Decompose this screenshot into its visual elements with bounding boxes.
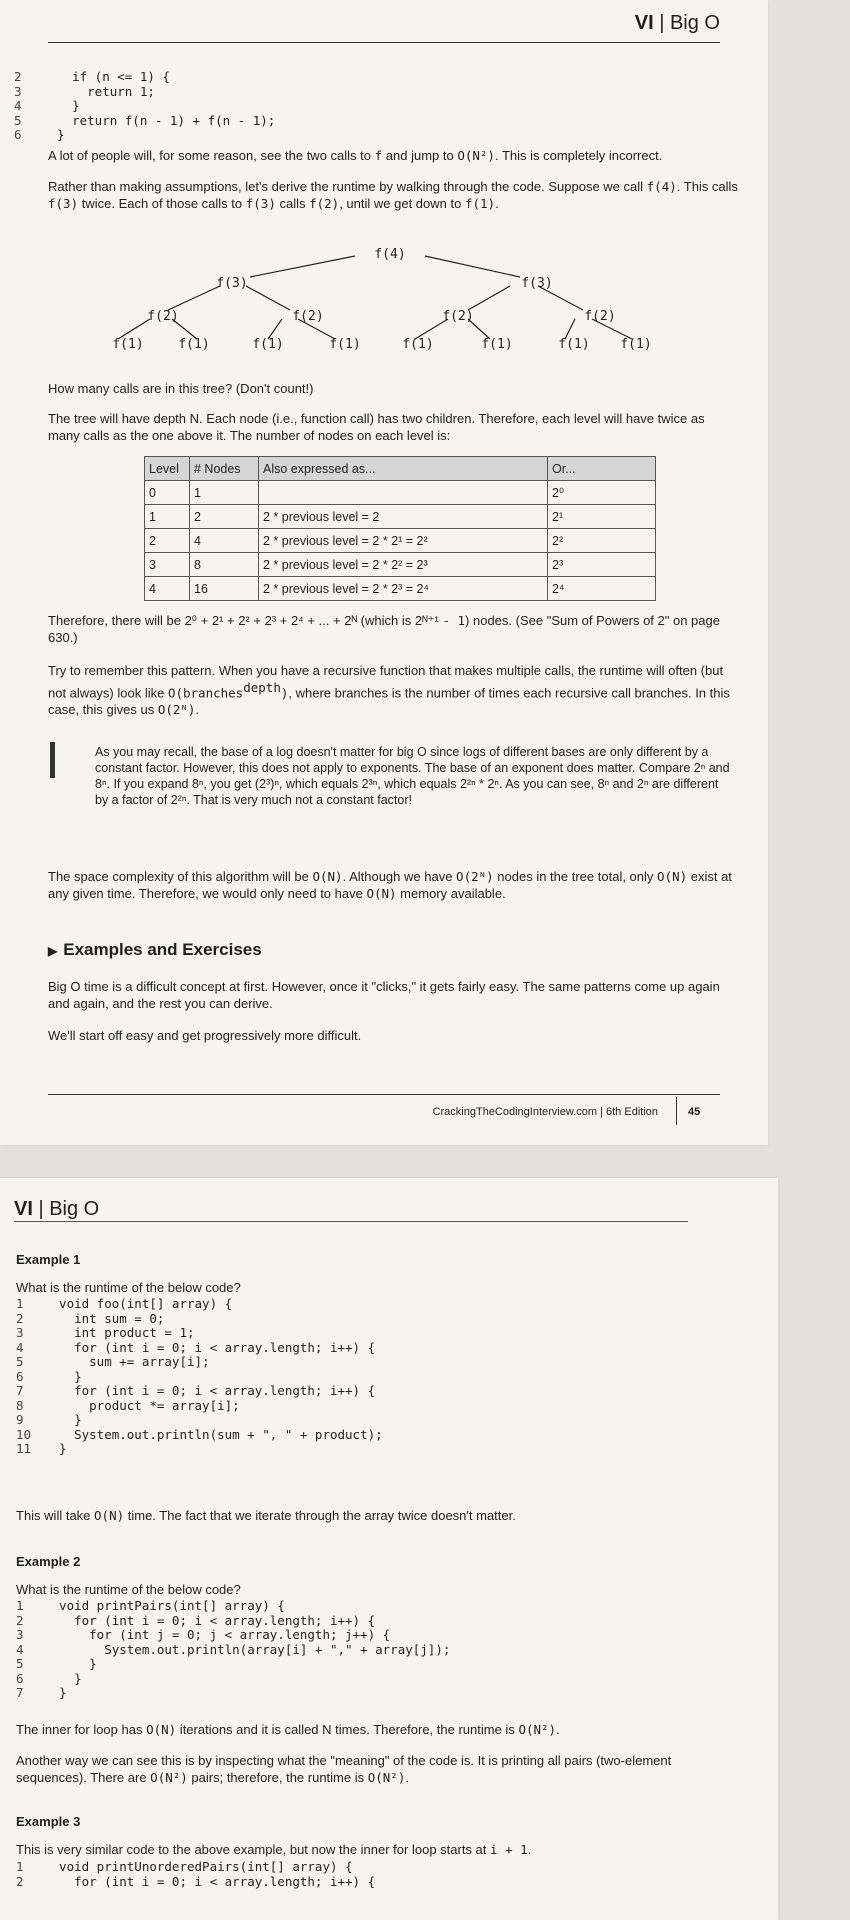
paragraph-start-easy: We'll start off easy and get progressively more difficult. bbox=[48, 1028, 362, 1043]
code-text: for (int i = 0; i < array.length; i++) { bbox=[44, 1873, 376, 1889]
code-text: return 1; bbox=[42, 83, 155, 99]
tree-leaf: f(1) bbox=[252, 337, 284, 352]
code-line bbox=[16, 1312, 383, 1327]
line-number: 1 bbox=[16, 1296, 24, 1311]
text-run: ) nodes. (See "Sum of Powers of 2" on page 630.) bbox=[48, 613, 720, 645]
inline-code: f(4) bbox=[646, 179, 677, 194]
inline-code: O(N) bbox=[312, 869, 343, 884]
inline-code: O(N²) bbox=[518, 1722, 557, 1737]
code-line bbox=[16, 1428, 383, 1443]
code-line bbox=[16, 1297, 383, 1312]
code-line bbox=[16, 1599, 450, 1614]
cell-power: 2⁰ bbox=[548, 481, 656, 505]
code-text: } bbox=[44, 1368, 82, 1384]
inline-code: O(N) bbox=[94, 1508, 125, 1523]
text-run: The inner for loop has bbox=[16, 1722, 147, 1737]
book-page-46 bbox=[0, 1178, 778, 1920]
tree-node: f(2) bbox=[292, 309, 324, 324]
code-text: for (int j = 0; j < array.length; j++) { bbox=[44, 1627, 391, 1642]
text-run: . bbox=[556, 1722, 560, 1737]
text-run: . Although we have bbox=[342, 869, 457, 884]
code-line bbox=[16, 1399, 383, 1414]
text-run: Try to remember this pattern. When you have a recursive function that makes multiple calls, the runtime will often (but not always) look like bbox=[48, 663, 724, 701]
chapter-title: Big O bbox=[669, 12, 720, 34]
text-run: memory available. bbox=[396, 886, 506, 901]
code-line bbox=[14, 128, 275, 143]
running-header: VI | Big O bbox=[14, 1198, 100, 1220]
tree-node: f(3) bbox=[521, 276, 553, 291]
superscript: depth bbox=[243, 680, 281, 695]
tree-node-root: f(4) bbox=[374, 247, 406, 262]
paragraph-question: How many calls are in this tree? (Don't count!) bbox=[48, 381, 314, 396]
tree-node: f(3) bbox=[216, 276, 248, 291]
text-run: . bbox=[195, 702, 200, 718]
running-header: VI | Big O bbox=[634, 12, 720, 34]
footer-divider bbox=[676, 1097, 677, 1125]
example-2-question: What is the runtime of the below code? bbox=[16, 1582, 241, 1597]
cell-expression: 2 * previous level = 2 * 2³ = 2⁴ bbox=[259, 577, 548, 601]
code-line bbox=[16, 1413, 383, 1428]
table-header: Also expressed as... bbox=[259, 457, 548, 481]
cell-nodes: 8 bbox=[190, 553, 259, 577]
code-line bbox=[16, 1672, 450, 1687]
powers-table bbox=[144, 456, 656, 601]
code-line bbox=[16, 1628, 450, 1643]
code-line bbox=[16, 1370, 383, 1385]
code-line bbox=[16, 1326, 383, 1341]
text-run: Another way we can see this is by inspecting what the "meaning" of the code is. It is printing all pairs (two-element sequences). There are bbox=[16, 1753, 672, 1785]
line-number: 7 bbox=[16, 1383, 24, 1398]
inline-code: i + 1 bbox=[490, 1842, 528, 1857]
header-rule bbox=[48, 42, 720, 43]
code-text: for (int i = 0; i < array.length; i++) { bbox=[44, 1383, 376, 1398]
header-rule bbox=[14, 1221, 688, 1222]
table-header: Or... bbox=[548, 457, 656, 481]
code-text: } bbox=[44, 1412, 82, 1427]
cell-power: 2¹ bbox=[548, 505, 656, 529]
table-row bbox=[145, 577, 656, 601]
cell-expression: 2 * previous level = 2 bbox=[259, 505, 548, 529]
inline-code: f(3) bbox=[48, 196, 79, 211]
line-number: 6 bbox=[16, 1368, 24, 1384]
line-number: 10 bbox=[16, 1426, 32, 1442]
cell-level: 4 bbox=[145, 577, 190, 601]
code-text: } bbox=[44, 1685, 67, 1700]
cell-power: 2⁴ bbox=[548, 577, 656, 601]
code-line bbox=[16, 1384, 383, 1399]
line-number: 2 bbox=[14, 69, 22, 84]
cell-expression: 2 * previous level = 2 * 2² = 2³ bbox=[259, 553, 548, 577]
inline-code: O(N²) bbox=[367, 1770, 406, 1785]
table-row bbox=[145, 553, 656, 577]
code-text: System.out.println(sum + ", " + product); bbox=[44, 1426, 383, 1442]
line-number: 9 bbox=[16, 1412, 24, 1427]
line-number: 6 bbox=[16, 1670, 24, 1686]
line-number: 3 bbox=[16, 1325, 24, 1340]
code-text: } bbox=[42, 127, 65, 142]
example-1-title: Example 1 bbox=[16, 1252, 81, 1267]
text-run: nodes in the tree total, only bbox=[493, 869, 658, 884]
inline-code: O(N) bbox=[366, 886, 397, 901]
code-line bbox=[16, 1657, 450, 1672]
cell-nodes: 1 bbox=[190, 481, 259, 505]
tree-leaf: f(1) bbox=[620, 337, 652, 352]
tree-leaf: f(1) bbox=[178, 337, 210, 352]
cell-expression: 2 * previous level = 2 * 2¹ = 2² bbox=[259, 529, 548, 553]
paragraph-examples: Big O time is a difficult concept at first. However, once it "clicks," it gets fairly easy. The same patterns come up again and again, and the rest you can derive. bbox=[48, 979, 720, 1011]
text-run: A lot of people will, for some reason, see the two calls to bbox=[48, 148, 375, 163]
text-run: time. The fact that we iterate through the array twice doesn't matter. bbox=[124, 1508, 516, 1523]
line-number: 5 bbox=[16, 1354, 24, 1369]
line-number: 1 bbox=[16, 1598, 24, 1613]
text-run: twice. Each of those calls to bbox=[78, 196, 246, 211]
code-line bbox=[16, 1355, 383, 1370]
line-number: 2 bbox=[16, 1310, 24, 1326]
code-line bbox=[16, 1442, 383, 1457]
tree-leaf: f(1) bbox=[558, 337, 590, 352]
code-text: return f(n - 1) + f(n - 1); bbox=[42, 112, 276, 128]
footer-text: CrackingTheCodingInterview.com | 6th Edition bbox=[432, 1106, 658, 1118]
code-text: System.out.println(array[i] + "," + array[j]); bbox=[44, 1641, 451, 1657]
code-text: for (int i = 0; i < array.length; i++) { bbox=[44, 1612, 376, 1628]
code-text: void printUnorderedPairs(int[] array) { bbox=[44, 1859, 353, 1874]
text-run: , where branches is the number of times each recursive call branches. In this case, this gives us bbox=[48, 685, 730, 718]
text-run: exist at any given time. Therefore, we would only need to have bbox=[48, 869, 732, 901]
cell-power: 2² bbox=[548, 529, 656, 553]
footer-rule bbox=[48, 1094, 720, 1095]
tree-node: f(2) bbox=[147, 309, 179, 324]
table-row bbox=[145, 529, 656, 553]
example-3-intro bbox=[16, 1841, 726, 1858]
line-number: 11 bbox=[16, 1441, 32, 1456]
inline-code: f bbox=[374, 148, 383, 163]
code-text: for (int i = 0; i < array.length; i++) { bbox=[44, 1339, 376, 1355]
code-line bbox=[14, 85, 275, 100]
paragraph-pattern bbox=[48, 662, 738, 718]
inline-code: f(2) bbox=[309, 196, 340, 211]
line-number: 4 bbox=[16, 1339, 24, 1355]
table-header: # Nodes bbox=[190, 457, 259, 481]
chapter-title: Big O bbox=[49, 1198, 100, 1220]
paragraph-incorrect bbox=[48, 147, 738, 164]
line-number: 4 bbox=[14, 98, 22, 113]
paragraph-depth: The tree will have depth N. Each node (i.e., function call) has two children. Therefore, each level will have twice as many calls as the one above it. The number of nodes on each level is: bbox=[48, 411, 705, 443]
inline-code: ) bbox=[280, 685, 289, 701]
code-text: } bbox=[44, 1441, 67, 1456]
inline-code: f(3) bbox=[245, 196, 276, 211]
code-line bbox=[14, 99, 275, 114]
example-3-title: Example 3 bbox=[16, 1814, 81, 1829]
callout-bar bbox=[50, 742, 55, 778]
line-number: 4 bbox=[16, 1641, 24, 1657]
code-text: int product = 1; bbox=[44, 1325, 195, 1340]
text-run: This will take bbox=[16, 1508, 95, 1523]
code-block-example-3 bbox=[16, 1860, 375, 1889]
line-number: 3 bbox=[16, 1627, 24, 1642]
text-run: The space complexity of this algorithm will be bbox=[48, 869, 313, 884]
line-number: 6 bbox=[14, 127, 22, 142]
line-number: 3 bbox=[14, 83, 22, 99]
inline-code: O(N²) bbox=[457, 148, 495, 163]
tree-node: f(2) bbox=[584, 309, 616, 324]
inline-code: O(branches bbox=[167, 685, 244, 701]
code-text: } bbox=[42, 98, 80, 113]
cell-level: 2 bbox=[145, 529, 190, 553]
cell-level: 1 bbox=[145, 505, 190, 529]
callout-log-base: As you may recall, the base of a log doesn't matter for big O since logs of different bases are only different by a constant factor. However, this does not apply to exponents. The base of an exponent does matter. Compare 2ⁿ and 8ⁿ. If you expand 8ⁿ, you get (2³)ⁿ, which equals 2³ⁿ, which equals 2²ⁿ * 2ⁿ. As you can see, 8ⁿ and 2ⁿ are different by a factor of 2²ⁿ. That is very much not a constant factor! bbox=[95, 745, 730, 807]
chapter-number: VI bbox=[14, 1198, 33, 1220]
cell-level: 3 bbox=[145, 553, 190, 577]
code-text: sum += array[i]; bbox=[44, 1354, 210, 1369]
code-line bbox=[16, 1860, 375, 1875]
tree-node: f(2) bbox=[442, 309, 474, 324]
example-1-question: What is the runtime of the below code? bbox=[16, 1280, 241, 1295]
text-run: . This is completely incorrect. bbox=[494, 148, 663, 163]
code-line bbox=[16, 1686, 450, 1701]
text-run: . This calls bbox=[676, 179, 738, 194]
text-run: . bbox=[405, 1770, 409, 1785]
example-1-answer bbox=[16, 1507, 726, 1524]
section-marker-icon: ▶ bbox=[48, 943, 58, 958]
page-number: 45 bbox=[688, 1106, 701, 1118]
code-text: product *= array[i]; bbox=[44, 1397, 240, 1413]
tree-leaf: f(1) bbox=[481, 337, 513, 352]
line-number: 5 bbox=[14, 112, 22, 128]
text-run: Therefore, there will be 2⁰ + 2¹ + 2² + 2³ + 2⁴ + ... + 2ᴺ (which is 2ᴺ⁺¹ bbox=[48, 613, 443, 628]
cell-power: 2³ bbox=[548, 553, 656, 577]
tree-leaf: f(1) bbox=[402, 337, 434, 352]
paragraph-space-complexity bbox=[48, 868, 738, 902]
tree-leaf: f(1) bbox=[329, 337, 361, 352]
code-line bbox=[16, 1614, 450, 1629]
text-run: . bbox=[495, 196, 499, 211]
cell-nodes: 2 bbox=[190, 505, 259, 529]
line-number: 2 bbox=[16, 1612, 24, 1628]
text-run: Rather than making assumptions, let's derive the runtime by walking through the code. Suppose we call bbox=[48, 179, 647, 194]
code-line bbox=[14, 114, 275, 129]
code-text: void foo(int[] array) { bbox=[44, 1296, 233, 1311]
text-run: and jump to bbox=[382, 148, 458, 163]
inline-code: O(2ᴺ) bbox=[157, 702, 196, 718]
line-number: 5 bbox=[16, 1656, 24, 1671]
cell-expression bbox=[259, 481, 548, 505]
paragraph-therefore bbox=[48, 612, 738, 646]
cell-nodes: 16 bbox=[190, 577, 259, 601]
line-number: 8 bbox=[16, 1397, 24, 1413]
chapter-number: VI bbox=[634, 12, 654, 34]
code-line bbox=[14, 70, 275, 85]
cell-nodes: 4 bbox=[190, 529, 259, 553]
code-line bbox=[16, 1643, 450, 1658]
inline-code: O(2ᴺ) bbox=[456, 869, 494, 884]
example-2-meaning bbox=[16, 1752, 726, 1786]
inline-code: O(N) bbox=[657, 869, 688, 884]
code-block-recursive-f bbox=[14, 70, 275, 143]
code-text: } bbox=[44, 1670, 82, 1686]
code-block-example-2 bbox=[16, 1599, 450, 1701]
section-heading bbox=[48, 940, 262, 960]
text-run: This is very similar code to the above example, but now the inner for loop starts at bbox=[16, 1842, 491, 1857]
inline-code: - 1 bbox=[442, 613, 466, 628]
example-2-answer bbox=[16, 1721, 726, 1738]
code-block-example-1 bbox=[16, 1297, 383, 1457]
example-2-title: Example 2 bbox=[16, 1554, 81, 1569]
text-run: pairs; therefore, the runtime is bbox=[187, 1770, 368, 1785]
code-text: if (n <= 1) { bbox=[42, 69, 170, 84]
text-run: calls bbox=[275, 196, 310, 211]
text-run: iterations and it is called N times. Therefore, the runtime is bbox=[176, 1722, 519, 1737]
tree-leaf: f(1) bbox=[112, 337, 144, 352]
code-text: } bbox=[44, 1656, 97, 1671]
cell-level: 0 bbox=[145, 481, 190, 505]
line-number: 7 bbox=[16, 1685, 24, 1700]
text-run: . bbox=[527, 1842, 532, 1857]
paragraph-derive-runtime bbox=[48, 178, 738, 212]
code-text: void printPairs(int[] array) { bbox=[44, 1598, 285, 1613]
code-line bbox=[16, 1341, 383, 1356]
code-line bbox=[16, 1875, 375, 1890]
section-title: Examples and Exercises bbox=[63, 940, 262, 959]
inline-code: f(1) bbox=[464, 196, 496, 211]
line-number: 1 bbox=[16, 1859, 24, 1874]
line-number: 2 bbox=[16, 1873, 24, 1889]
table-row bbox=[145, 505, 656, 529]
recursion-tree-diagram bbox=[0, 240, 768, 360]
text-run: , until we get down to bbox=[339, 196, 465, 211]
inline-code: O(N) bbox=[146, 1722, 177, 1737]
code-text: int sum = 0; bbox=[44, 1310, 165, 1326]
inline-code: O(N²) bbox=[150, 1770, 188, 1785]
table-header: Level bbox=[145, 457, 190, 481]
table-row bbox=[145, 481, 656, 505]
